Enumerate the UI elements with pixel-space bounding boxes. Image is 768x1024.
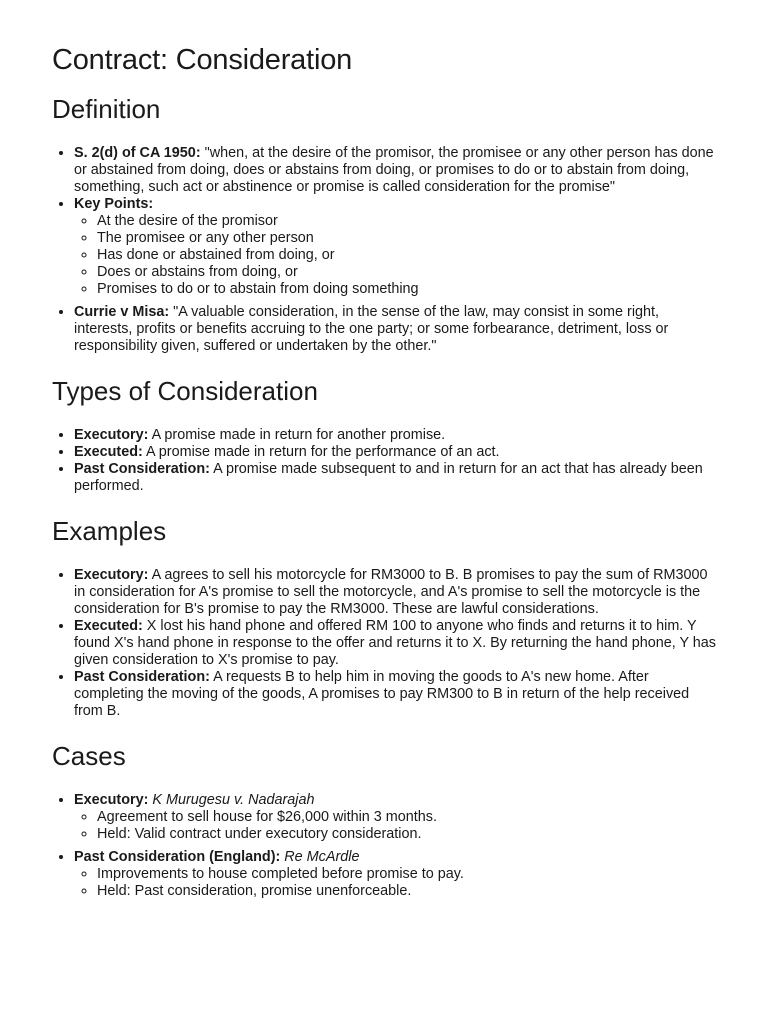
currie-label: Currie v Misa: (74, 304, 170, 321)
case-points (74, 866, 716, 900)
cases-list (52, 792, 716, 900)
list-item (74, 618, 716, 669)
list-item (74, 461, 716, 495)
case-point: ◦ Improvements to house completed before promise to pay. (97, 866, 716, 883)
example-label: Executed: (74, 618, 143, 635)
definition-list (52, 145, 716, 355)
examples-heading: Examples (52, 516, 167, 547)
type-label: Executed: (74, 444, 143, 461)
case-point: ◦ Held: Past consideration, promise unenforceable. (97, 883, 716, 900)
key-point-item: ◦ At the desire of the promisor (97, 213, 716, 230)
list-item (74, 145, 716, 196)
type-text: A promise made subsequent to and in return for an act that has already been performed. (74, 461, 703, 495)
example-text: A requests B to help him in moving the goods to A's new home. After completing the moving of the goods, A promises to pay RM300 to B in return of the help received from B. (74, 669, 690, 720)
type-text: A promise made in return for the performance of an act. (142, 444, 500, 461)
example-text: A agrees to sell his motorcycle for RM3000 to B. B promises to pay the sum of RM3000 in consideration for A's promise to sell the motorcycle, and A's promise to sell the motorcycle is the consideration for B's promise to pay the RM3000. These are lawful considerations. (74, 567, 708, 618)
key-point-item: ◦ Has done or abstained from doing, or (97, 247, 716, 264)
key-point-item: ◦ Promises to do or to abstain from doing something (97, 281, 716, 298)
examples-list (52, 567, 716, 720)
case-label: Executory: (74, 791, 149, 808)
list-item (74, 304, 716, 355)
list-item (74, 792, 716, 843)
case-label: Past Consideration (England): (74, 848, 281, 865)
definition-heading: Definition (52, 94, 161, 125)
cases-heading: Cases (52, 741, 126, 772)
key-points-label: Key Points: (74, 196, 154, 213)
list-item (74, 849, 716, 900)
example-text: X lost his hand phone and offered RM 100 to anyone who finds and returns it to him. Y found X's hand phone in response to the offer and returns it to X. By returning the hand phone, Y has given consideration to X's promise to pay. (74, 618, 716, 669)
key-point-item: ◦ The promisee or any other person (97, 230, 716, 247)
case-point: ◦ Agreement to sell house for $26,000 within 3 months. (97, 809, 716, 826)
list-item (74, 567, 716, 618)
case-name: K Murugesu v. Nadarajah (152, 791, 315, 808)
s2d-label: S. 2(d) of CA 1950: (74, 145, 201, 162)
example-label: Executory: (74, 567, 149, 584)
list-item (74, 427, 716, 444)
example-label: Past Consideration: (74, 669, 210, 686)
type-label: Executory: (74, 427, 149, 444)
type-text: A promise made in return for another promise. (148, 427, 446, 444)
s2d-text: "when, at the desire of the promisor, the promisee or any other person has done or abstained from doing, does or abstains from doing, or promises to do or to abstain from doing, something, such act or abstinence or promise is called consideration for the promise" (74, 145, 714, 196)
page-title: Contract: Consideration (52, 44, 353, 76)
case-points (74, 809, 716, 843)
list-item (74, 444, 716, 461)
key-points-list (74, 213, 716, 298)
list-item (74, 669, 716, 720)
case-name: Re McArdle (284, 848, 360, 865)
case-point: ◦ Held: Valid contract under executory consideration. (97, 826, 716, 843)
type-label: Past Consideration: (74, 461, 210, 478)
types-list (52, 427, 716, 495)
currie-text: "A valuable consideration, in the sense of the law, may consist in some right, interests, profits or benefits accruing to the one party; or some forbearance, detriment, loss or responsibility given, suffered or undertaken by the other." (74, 304, 669, 355)
types-heading: Types of Consideration (52, 376, 318, 407)
list-item (74, 196, 716, 298)
key-point-item: ◦ Does or abstains from doing, or (97, 264, 716, 281)
